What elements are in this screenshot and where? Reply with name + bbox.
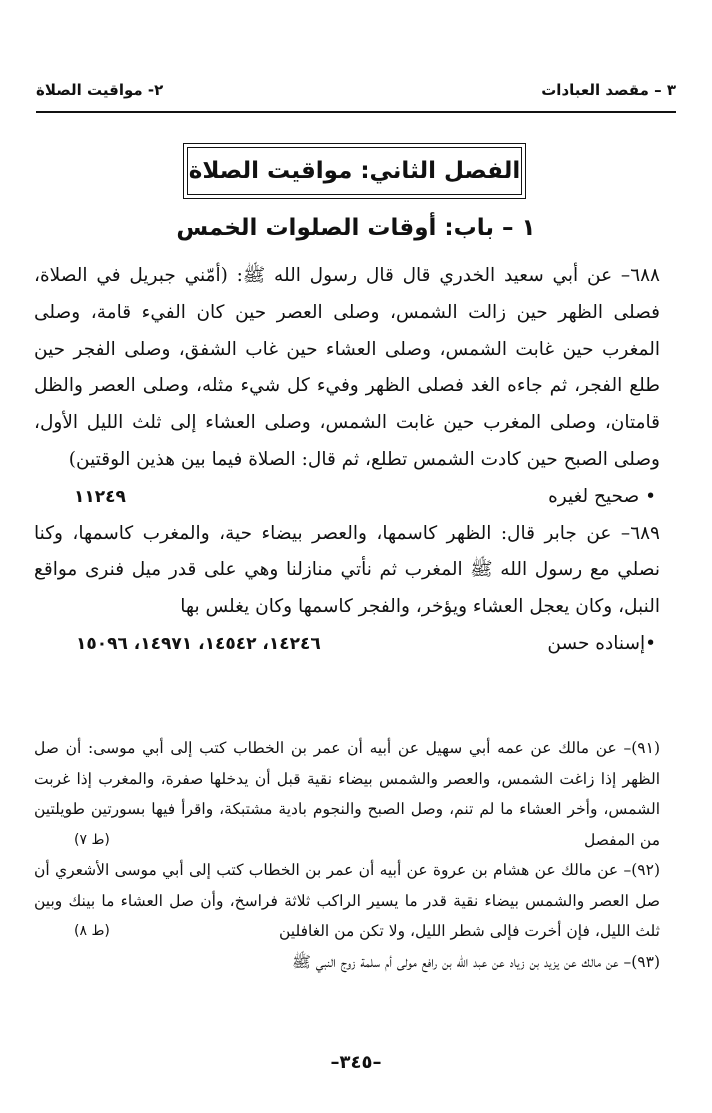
hadith-688-text: ٦٨٨– عن أبي سعيد الخدري قال قال رسول الله ﷺ: (أمّني جبريل في الصلاة، فصلى الظهر حين زالت الشمس، وصلى العصر حين كان الفيء قامة، وصلى المغرب حين غابت الشمس، وصلى العشاء حين غاب الشفق، وصلى الفجر حين طلع الفجر، ثم جاءه الغد فصلى الظهر وفيء كل شيء مثله، وصلى العصر والظل قامتان، وصلى المغرب حين غابت الشمس، وصلى العشاء إلى ثلث الليل الأول، وصلى الصبح حين كادت الشمس تطلع، ثم قال: الصلاة فيما بين هذين الوقتين)	[34, 265, 660, 470]
header-chapter: ٢- مواقيت الصلاة	[36, 81, 164, 99]
hadith-688-grade-line	[34, 479, 660, 516]
running-header	[36, 76, 676, 104]
header-book-section: ٣ – مقصد العبادات	[541, 81, 676, 99]
hadith-689-grade: •إسناده حسن	[547, 632, 656, 654]
hadith-689-grade-line	[34, 626, 660, 663]
footnote-91-tag: (ط ٧)	[74, 831, 110, 848]
hadith-body	[34, 258, 660, 663]
hadith-688-refs: ١١٢٤٩	[74, 486, 126, 507]
footnote-93-text: (٩٣)– عن مالك عن يزيد بن زياد عن عبد الله بن رافع مولى أم سلمة زوج النبي ﷺ	[292, 952, 660, 971]
footnote-92-tag: (ط ٨)	[74, 923, 110, 939]
header-divider	[36, 111, 676, 113]
page-number: –٣٤٥–	[330, 1052, 382, 1073]
chapter-title: الفصل الثاني: مواقيت الصلاة	[187, 147, 522, 195]
footnote-91-text: (٩١)– عن مالك عن عمه أبي سهيل عن أبيه أن عمر بن الخطاب كتب إلى أبي موسى: أن صل الظهر إذا زاغت الشمس، والعصر والشمس بيضاء نقية قبل أن يدخلها صفرة، والمغرب إذا غربت الشمس، وأخر العشاء ما لم تنم، وصل الصبح والنجوم بادية مشتبكة، واقرأ فيها بسورتين طويلتين من المفصل	[34, 739, 660, 849]
footnote-91	[34, 733, 660, 855]
hadith-689-text: ٦٨٩– عن جابر قال: الظهر كاسمها، والعصر بيضاء حية، والمغرب كاسمها، وكنا نصلي مع رسول الله ﷺ المغرب ثم نأتي منازلنا وهي على قدر ميل فنرى مواقع النبل، وكان يعجل العشاء ويؤخر، والفجر كاسمها وكان يغلس بها	[34, 522, 660, 618]
section-heading: ١ – باب: أوقات الصلوات الخمس	[176, 215, 536, 241]
footnote-92-text: (٩٢)– عن مالك عن هشام بن عروة عن أبيه أن عمر بن الخطاب كتب إلى أبي موسى الأشعري أن صل العصر والشمس بيضاء نقية قدر ما يسير الراكب ثلاثة فراسخ، وأن صل العشاء ما بينك وبين ثلث الليل، فإن أخرت فإلى شطر الليل، ولا تكن من الغافلين	[34, 861, 660, 940]
footnote-93	[34, 947, 660, 978]
hadith-689-refs: ١٤٢٤٦، ١٤٥٤٢، ١٤٩٧١، ١٥٠٩٦	[76, 633, 321, 654]
hadith-688-grade: • صحيح لغيره	[548, 485, 656, 507]
chapter-title-box	[183, 143, 526, 199]
footnote-92	[34, 855, 660, 947]
footnotes	[34, 733, 660, 977]
